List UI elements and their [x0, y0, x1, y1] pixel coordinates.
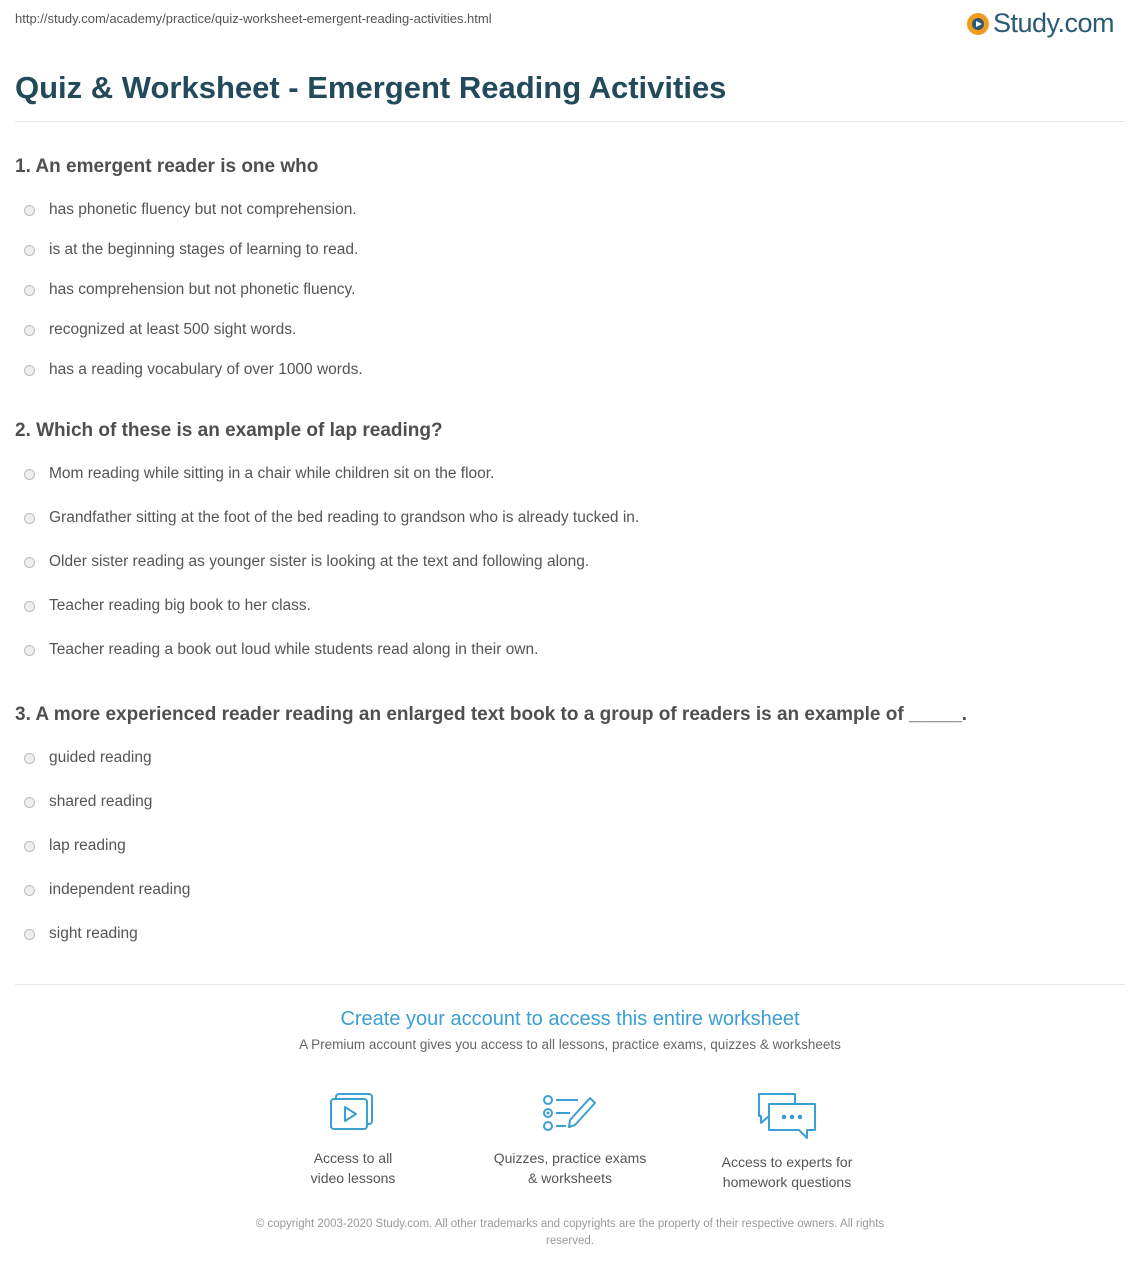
options-list — [15, 736, 1125, 956]
study-logo-icon — [967, 13, 989, 35]
cta-subtitle: A Premium account gives you access to all lessons, practice exams, quizzes & worksheets — [299, 1037, 841, 1052]
answer-option[interactable] — [15, 496, 1125, 540]
answer-option[interactable] — [15, 540, 1125, 584]
cta-divider — [15, 984, 1125, 985]
option-label: has phonetic fluency but not comprehension. — [49, 201, 357, 218]
radio-button[interactable] — [24, 797, 35, 808]
answer-option[interactable] — [15, 584, 1125, 628]
logo-text: Study.com — [992, 8, 1114, 38]
question-3 — [15, 704, 1125, 956]
option-label: has a reading vocabulary of over 1000 words. — [49, 361, 363, 378]
option-label: sight reading — [49, 925, 138, 942]
radio-button[interactable] — [24, 285, 35, 296]
page-title: Quiz & Worksheet - Emergent Reading Activities — [15, 70, 727, 105]
answer-option[interactable] — [15, 452, 1125, 496]
page-url: http://study.com/academy/practice/quiz-worksheet-emergent-reading-activities.html — [15, 11, 492, 26]
feature-label-line1: Quizzes, practice exams — [493, 1150, 647, 1166]
question-2 — [15, 420, 1125, 672]
radio-button[interactable] — [24, 929, 35, 940]
feature-label-line2: & worksheets — [527, 1170, 613, 1186]
answer-option[interactable] — [15, 628, 1125, 672]
answer-option[interactable] — [15, 912, 1125, 956]
options-list — [15, 190, 1125, 390]
answer-option[interactable] — [15, 230, 1125, 270]
radio-button[interactable] — [24, 325, 35, 336]
option-label: Teacher reading a book out loud while students read along in their own. — [49, 641, 539, 658]
answer-option[interactable] — [15, 824, 1125, 868]
answer-option[interactable] — [15, 350, 1125, 390]
question-text: 2. Which of these is an example of lap reading? — [15, 420, 443, 441]
radio-button[interactable] — [24, 557, 35, 568]
radio-button[interactable] — [24, 205, 35, 216]
copyright-notice — [215, 1216, 925, 1250]
radio-button[interactable] — [24, 469, 35, 480]
copyright-line2: reserved. — [546, 1235, 594, 1247]
option-label: lap reading — [49, 837, 126, 854]
answer-option[interactable] — [15, 190, 1125, 230]
question-1 — [15, 156, 1125, 390]
feature-list — [0, 1090, 1140, 1192]
feature-label-line2: video lessons — [310, 1170, 396, 1186]
feature-video-lessons — [245, 1090, 462, 1192]
radio-button[interactable] — [24, 513, 35, 524]
video-lesson-icon — [326, 1090, 380, 1138]
option-label: is at the beginning stages of learning to read. — [49, 241, 359, 258]
option-label: Older sister reading as younger sister is looking at the text and following along. — [49, 553, 590, 570]
radio-button[interactable] — [24, 841, 35, 852]
study-logo[interactable] — [967, 8, 1114, 39]
answer-option[interactable] — [15, 780, 1125, 824]
radio-button[interactable] — [24, 645, 35, 656]
feature-quizzes — [462, 1090, 679, 1192]
option-label: has comprehension but not phonetic fluency. — [49, 281, 356, 298]
feature-experts — [679, 1090, 896, 1192]
radio-button[interactable] — [24, 245, 35, 256]
signup-cta — [0, 1008, 1140, 1052]
answer-option[interactable] — [15, 270, 1125, 310]
cta-title[interactable]: Create your account to access this entire worksheet — [340, 1008, 800, 1030]
answer-option[interactable] — [15, 868, 1125, 912]
option-label: Teacher reading big book to her class. — [49, 597, 311, 614]
options-list — [15, 452, 1125, 672]
option-label: guided reading — [49, 749, 152, 766]
question-text: 1. An emergent reader is one who — [15, 156, 319, 177]
feature-label-line1: Access to all — [313, 1150, 393, 1166]
answer-option[interactable] — [15, 736, 1125, 780]
quiz-checklist-icon — [540, 1090, 600, 1138]
option-label: independent reading — [49, 881, 191, 898]
feature-label-line2: homework questions — [722, 1174, 852, 1190]
radio-button[interactable] — [24, 885, 35, 896]
copyright-line1: © copyright 2003-2020 Study.com. All other trademarks and copyrights are the property of their respective owners. All rights — [255, 1218, 885, 1230]
radio-button[interactable] — [24, 753, 35, 764]
title-divider — [15, 121, 1125, 122]
option-label: Grandfather sitting at the foot of the bed reading to grandson who is already tucked in. — [49, 509, 640, 526]
feature-label-line1: Access to experts for — [721, 1154, 853, 1170]
answer-option[interactable] — [15, 310, 1125, 350]
option-label: recognized at least 500 sight words. — [49, 321, 297, 338]
option-label: shared reading — [49, 793, 153, 810]
radio-button[interactable] — [24, 601, 35, 612]
question-text: 3. A more experienced reader reading an enlarged text book to a group of readers is an example of _____. — [15, 704, 968, 725]
radio-button[interactable] — [24, 365, 35, 376]
option-label: Mom reading while sitting in a chair while children sit on the floor. — [49, 465, 495, 482]
chat-bubbles-icon — [755, 1090, 819, 1142]
